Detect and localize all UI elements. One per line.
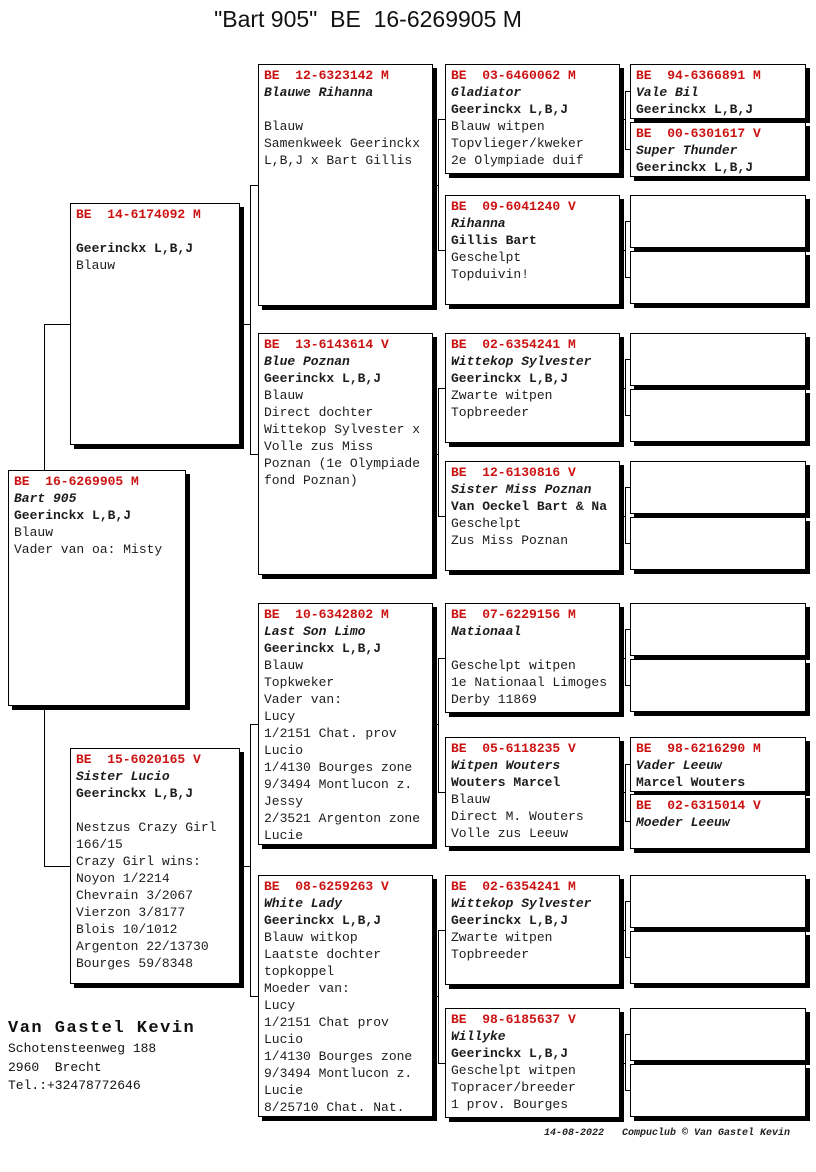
detail-line: Argenton 22/13730 — [76, 939, 209, 954]
detail-line: Blois 10/1012 — [76, 922, 178, 937]
detail-line: Blauw — [76, 258, 116, 273]
pigeon-name: Nationaal — [451, 624, 522, 639]
pedigree-box-g4-5 — [445, 603, 620, 713]
detail-line: Poznan (1e Olympiade — [264, 456, 421, 471]
pigeon-name: Sister Miss Poznan — [451, 482, 592, 497]
pigeon-name: Blue Poznan — [264, 354, 350, 369]
detail-line: Topvlieger/kweker — [451, 136, 584, 151]
connector-line — [625, 957, 631, 958]
ring-number: BE 13-6143614 V — [264, 337, 389, 352]
connector-line — [44, 324, 71, 325]
detail-line — [264, 101, 427, 118]
detail-line: Crazy Girl wins: — [76, 854, 201, 869]
pedigree-box-subject — [8, 470, 186, 706]
pedigree-box-g4-6 — [445, 737, 620, 847]
detail-line: Direct M. Wouters — [451, 809, 584, 824]
pedigree-box-g5-12 — [630, 794, 806, 849]
pedigree-box-g3-2 — [258, 333, 433, 575]
detail-line: Blauw — [264, 388, 304, 403]
page-title: "Bart 905" BE 16-6269905 M — [214, 6, 522, 32]
pigeon-name: Super Thunder — [636, 143, 738, 158]
detail-line: Blauw — [451, 792, 491, 807]
detail-line: Geschelpt witpen — [451, 1063, 576, 1078]
connector-line — [625, 277, 631, 278]
footer-credit: 14-08-2022 Compuclub © Van Gastel Kevin — [543, 1128, 790, 1139]
pedigree-box-empty — [630, 603, 806, 656]
pedigree-box-g5-11 — [630, 737, 806, 792]
pedigree-box-empty — [630, 195, 806, 248]
ring-number: BE 10-6342802 M — [264, 607, 389, 622]
ring-number: BE 09-6041240 V — [451, 199, 576, 214]
detail-line: Chevrain 3/2067 — [76, 888, 194, 903]
detail-line: 9/3494 Montlucon z. — [264, 777, 413, 792]
detail-line: 8/25710 Chat. Nat. — [264, 1100, 405, 1115]
connector-line — [250, 185, 259, 186]
pedigree-box-empty — [630, 251, 806, 304]
connector-line — [250, 724, 259, 725]
connector-line — [44, 866, 71, 867]
connector-line — [250, 185, 251, 455]
pigeon-name: Last Son Limo — [264, 624, 366, 639]
connector-line — [625, 359, 631, 360]
pedigree-box-empty — [630, 875, 806, 928]
detail-line: Vader van: — [264, 692, 343, 707]
fancier-name: Geerinckx L,B,J — [14, 508, 132, 523]
connector-line — [438, 388, 446, 389]
fancier-name: Wouters Marcel — [451, 775, 561, 790]
ring-number: BE 02-6315014 V — [636, 798, 761, 813]
ring-number: BE 00-6301617 V — [636, 126, 761, 141]
ring-number: BE 02-6354241 M — [451, 337, 576, 352]
connector-line — [625, 1034, 631, 1035]
pedigree-box-empty — [630, 517, 806, 570]
detail-line: Zwarte witpen — [451, 930, 553, 945]
detail-line: fond Poznan) — [264, 473, 358, 488]
detail-line: Zwarte witpen — [451, 388, 553, 403]
detail-line: Blauw witpen — [451, 119, 545, 134]
pedigree-box-g4-7 — [445, 875, 620, 985]
detail-line: 9/3494 Montlucon z. — [264, 1066, 413, 1081]
pigeon-name: Moeder Leeuw — [636, 815, 730, 830]
fancier-name: Gillis Bart — [451, 233, 537, 248]
detail-line: Lucie — [264, 1083, 304, 1098]
detail-line: Geschelpt — [451, 516, 522, 531]
connector-line — [438, 658, 446, 659]
pedigree-box-empty — [630, 333, 806, 386]
detail-line: Geschelpt witpen — [451, 658, 576, 673]
ring-number: BE 16-6269905 M — [14, 474, 139, 489]
pedigree-box-g2-sire — [70, 203, 240, 445]
detail-line: Moeder van: — [264, 981, 350, 996]
owner-phone: Tel.:+32478772646 — [8, 1078, 141, 1093]
detail-line: 1 prov. Bourges — [451, 1097, 569, 1112]
detail-line — [76, 802, 234, 819]
connector-line — [625, 487, 626, 544]
detail-line: 1e Nationaal Limoges — [451, 675, 608, 690]
connector-line — [44, 324, 45, 471]
detail-line: Topbreeder — [451, 947, 530, 962]
pedigree-box-g4-8 — [445, 1008, 620, 1118]
fancier-name: Geerinckx L,B,J — [451, 102, 569, 117]
ring-number: BE 08-6259263 V — [264, 879, 389, 894]
pigeon-name: Sister Lucio — [76, 769, 170, 784]
connector-line — [625, 629, 631, 630]
connector-line — [625, 415, 631, 416]
connector-line — [438, 658, 439, 793]
fancier-name: Geerinckx L,B,J — [264, 913, 382, 928]
connector-line — [625, 901, 626, 958]
pedigree-box-g4-1 — [445, 64, 620, 174]
detail-line: 166/15 — [76, 837, 123, 852]
connector-line — [438, 388, 439, 517]
connector-line — [625, 1090, 631, 1091]
ring-number: BE 07-6229156 M — [451, 607, 576, 622]
fancier-name: Geerinckx L,B,J — [636, 102, 754, 117]
detail-line: Nestzus Crazy Girl — [76, 820, 217, 835]
connector-line — [625, 1034, 626, 1091]
pigeon-name: White Lady — [264, 896, 343, 911]
fancier-name: Geerinckx L,B,J — [264, 641, 382, 656]
pedigree-box-empty — [630, 389, 806, 442]
ring-number: BE 14-6174092 M — [76, 207, 201, 222]
connector-line — [625, 685, 631, 686]
pedigree-box-g2-dam — [70, 748, 240, 984]
pedigree-box-g5-2 — [630, 122, 806, 177]
detail-line — [76, 223, 234, 240]
detail-line: Vader van oa: Misty — [14, 542, 163, 557]
connector-line — [625, 359, 626, 416]
pigeon-name: Vader Leeuw — [636, 758, 722, 773]
ring-number: BE 12-6130816 V — [451, 465, 576, 480]
pigeon-name: Willyke — [451, 1029, 506, 1044]
detail-line: Vierzon 3/8177 — [76, 905, 186, 920]
detail-line: 2e Olympiade duif — [451, 153, 584, 168]
connector-line — [625, 821, 631, 822]
fancier-name: Geerinckx L,B,J — [451, 1046, 569, 1061]
connector-line — [250, 454, 259, 455]
fancier-name: Geerinckx L,B,J — [264, 371, 382, 386]
pedigree-box-empty — [630, 1064, 806, 1117]
owner-block — [8, 1018, 195, 1096]
detail-line: Topkweker — [264, 675, 335, 690]
ring-number: BE 03-6460062 M — [451, 68, 576, 83]
detail-line: Jessy — [264, 794, 304, 809]
fancier-name: Geerinckx L,B,J — [636, 160, 754, 175]
pigeon-name: Wittekop Sylvester — [451, 896, 592, 911]
pigeon-name: Rihanna — [451, 216, 506, 231]
detail-line: Blauw — [264, 119, 304, 134]
pedigree-box-g5-1 — [630, 64, 806, 119]
connector-line — [625, 149, 631, 150]
pedigree-box-empty — [630, 461, 806, 514]
detail-line — [451, 640, 614, 657]
detail-line: 1/4130 Bourges zone — [264, 760, 413, 775]
pigeon-name: Vale Bil — [636, 85, 699, 100]
connector-line — [625, 221, 626, 278]
connector-line — [438, 1063, 446, 1064]
connector-line — [438, 930, 446, 931]
pedigree-box-empty — [630, 659, 806, 712]
connector-line — [438, 930, 439, 1064]
detail-line: Topbreeder — [451, 405, 530, 420]
pedigree-box-g3-3 — [258, 603, 433, 845]
ring-number: BE 05-6118235 V — [451, 741, 576, 756]
detail-line: Noyon 1/2214 — [76, 871, 170, 886]
detail-line: Blauw witkop — [264, 930, 358, 945]
connector-line — [250, 724, 251, 997]
detail-line: 1/4130 Bourges zone — [264, 1049, 413, 1064]
connector-line — [625, 543, 631, 544]
detail-line: Direct dochter — [264, 405, 374, 420]
detail-line: Zus Miss Poznan — [451, 533, 569, 548]
fancier-name: Geerinckx L,B,J — [451, 913, 569, 928]
connector-line — [625, 91, 626, 150]
pedigree-box-g4-3 — [445, 333, 620, 443]
pedigree-box-g4-4 — [445, 461, 620, 571]
connector-line — [625, 91, 631, 92]
detail-line: Samenkweek Geerinckx — [264, 136, 421, 151]
detail-line: topkoppel — [264, 964, 335, 979]
detail-line: Lucy — [264, 998, 296, 1013]
detail-line: Lucy — [264, 709, 296, 724]
detail-line: Topduivin! — [451, 267, 530, 282]
pedigree-box-empty — [630, 931, 806, 984]
pigeon-name: Witpen Wouters — [451, 758, 561, 773]
connector-line — [625, 221, 631, 222]
ring-number: BE 12-6323142 M — [264, 68, 389, 83]
fancier-name: Geerinckx L,B,J — [451, 371, 569, 386]
connector-line — [438, 516, 446, 517]
pigeon-name: Blauwe Rihanna — [264, 85, 374, 100]
ring-number: BE 98-6185637 V — [451, 1012, 576, 1027]
detail-line: Laatste dochter — [264, 947, 382, 962]
connector-line — [250, 996, 259, 997]
detail-line: Volle zus Leeuw — [451, 826, 569, 841]
detail-line: 1/2151 Chat. prov — [264, 726, 397, 741]
fancier-name: Van Oeckel Bart & Na — [451, 499, 608, 514]
pedigree-box-empty — [630, 1008, 806, 1061]
detail-line: Bourges 59/8348 — [76, 956, 194, 971]
fancier-name: Geerinckx L,B,J — [76, 786, 194, 801]
pigeon-name: Bart 905 — [14, 491, 77, 506]
detail-line: Geschelpt — [451, 250, 522, 265]
detail-line: Lucio — [264, 743, 304, 758]
owner-address-line2: 2960 Brecht — [8, 1059, 102, 1075]
ring-number: BE 15-6020165 V — [76, 752, 201, 767]
detail-line: L,B,J x Bart Gillis — [264, 153, 413, 168]
ring-number: BE 94-6366891 M — [636, 68, 761, 83]
owner-name: Van Gastel Kevin — [8, 1019, 196, 1038]
pigeon-name: Wittekop Sylvester — [451, 354, 592, 369]
connector-line — [625, 901, 631, 902]
ring-number: BE 98-6216290 M — [636, 741, 761, 756]
fancier-name: Marcel Wouters — [636, 775, 746, 790]
detail-line: Blauw — [14, 525, 54, 540]
detail-line: Derby 11869 — [451, 692, 537, 707]
connector-line — [438, 119, 446, 120]
connector-line — [625, 487, 631, 488]
connector-line — [625, 764, 626, 822]
connector-line — [625, 629, 626, 686]
detail-line: Lucie — [264, 828, 304, 843]
detail-line: 2/3521 Argenton zone — [264, 811, 421, 826]
detail-line: Volle zus Miss — [264, 439, 374, 454]
pedigree-box-g3-4 — [258, 875, 433, 1117]
connector-line — [625, 764, 631, 765]
fancier-name: Geerinckx L,B,J — [76, 241, 194, 256]
detail-line: Blauw — [264, 658, 304, 673]
connector-line — [44, 706, 45, 867]
owner-address-line1: Schotensteenweg 188 — [8, 1041, 157, 1056]
detail-line: Topracer/breeder — [451, 1080, 576, 1095]
connector-line — [438, 250, 446, 251]
detail-line: 1/2151 Chat prov — [264, 1015, 389, 1030]
connector-line — [438, 792, 446, 793]
pigeon-name: Gladiator — [451, 85, 522, 100]
ring-number: BE 02-6354241 M — [451, 879, 576, 894]
detail-line: Lucio — [264, 1032, 304, 1047]
pedigree-box-g4-2 — [445, 195, 620, 305]
pedigree-box-g3-1 — [258, 64, 433, 306]
connector-line — [438, 119, 439, 251]
detail-line: Wittekop Sylvester x — [264, 422, 421, 437]
